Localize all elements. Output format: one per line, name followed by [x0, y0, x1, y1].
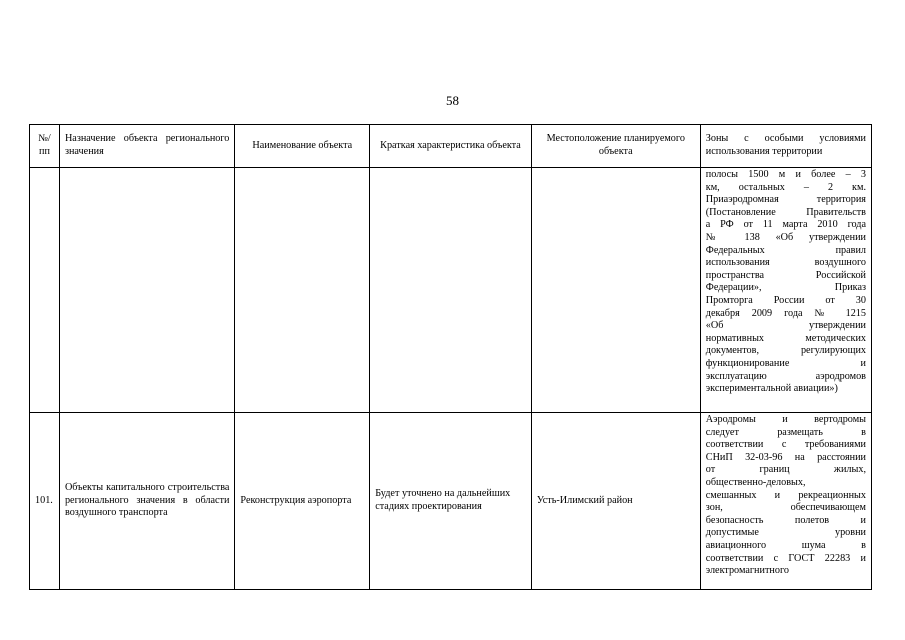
zone-text-line: следует размещать в [705, 426, 866, 438]
zone-text-line: а РФ от 11 марта 2010 года [705, 219, 866, 231]
zone-text-line: соответствии с требованиями [705, 439, 866, 451]
header-num: №/пп [30, 125, 60, 168]
zone-text-line: авиационного шума в [705, 539, 866, 551]
cell-characteristic [370, 168, 532, 413]
zone-text-line: пространства Российской [705, 269, 866, 281]
cell-location [531, 168, 700, 413]
zone-text-line: Аэродромы и вертодромы [705, 414, 866, 425]
cell-zones [700, 168, 871, 413]
zone-text-line: Федеральных правил [705, 244, 866, 256]
zone-text-line: допустимые уровни [705, 527, 866, 539]
header-characteristic: Краткая характеристика объекта [370, 125, 532, 168]
zone-text-line: № 138 «Об утверждении [705, 231, 866, 243]
cell-characteristic: Будет уточнено на дальнейших стадиях проектирования [370, 413, 532, 590]
cell-purpose: Объекты капитального строительства регионального значения в области воздушного транспорта [59, 413, 234, 590]
zone-text-line: смешанных и рекреационных [705, 489, 866, 501]
cell-zones [700, 413, 871, 590]
zone-text-line: (Постановление Правительств [705, 206, 866, 218]
zone-text-line: нормативных методических [705, 332, 866, 344]
table-row [30, 413, 872, 590]
zone-text-line: Приаэродромная территория [705, 194, 866, 206]
zone-text-line: декабря 2009 года № 1215 [705, 307, 866, 319]
cell-num: 101. [30, 413, 60, 590]
zone-text-line: использования воздушного [705, 257, 866, 269]
table-header-row [30, 125, 872, 168]
zone-text-line: документов, регулирующих [705, 345, 866, 357]
zone-text-line: электромагнитного [705, 565, 789, 577]
header-name: Наименование объекта [235, 125, 370, 168]
header-purpose: Назначение объекта регионального значения [59, 125, 234, 168]
zone-text-line: от границ жилых, [705, 464, 866, 476]
zone-text-line: «Об утверждении [705, 320, 866, 332]
zone-text-line: зон, обеспечивающем [705, 502, 866, 514]
header-zones: Зоны с особыми условиями использования территории [700, 125, 871, 168]
zone-text-line: общественно-деловых, [705, 476, 806, 488]
cell-name: Реконструкция аэропорта [235, 413, 370, 590]
zone-text-line: безопасность полетов и [705, 514, 866, 526]
zone-text-line: эксплуатацию аэродромов [705, 370, 866, 382]
zone-text-line: Федерации», Приказ [705, 282, 866, 294]
cell-num [30, 168, 60, 413]
table-row [30, 168, 872, 413]
zone-text-line: Промторга России от 30 [705, 294, 866, 306]
zone-text-line: функционирование и [705, 357, 866, 369]
cell-location: Усть-Илимский район [531, 413, 700, 590]
cell-purpose [59, 168, 234, 413]
zone-text-line: км, остальных – 2 км. [705, 181, 866, 193]
zone-text-line: полосы 1500 м и более – 3 [705, 169, 866, 180]
header-location: Местоположение планируемого объекта [531, 125, 700, 168]
cell-name [235, 168, 370, 413]
zone-text-line: СНиП 32-03-96 на расстоянии [705, 451, 866, 463]
regional-objects-table [29, 124, 872, 590]
zone-text-line: экспериментальной авиации») [705, 383, 838, 395]
page-number: 58 [446, 93, 459, 108]
zone-text-line: соответствии с ГОСТ 22283 и [705, 552, 866, 564]
